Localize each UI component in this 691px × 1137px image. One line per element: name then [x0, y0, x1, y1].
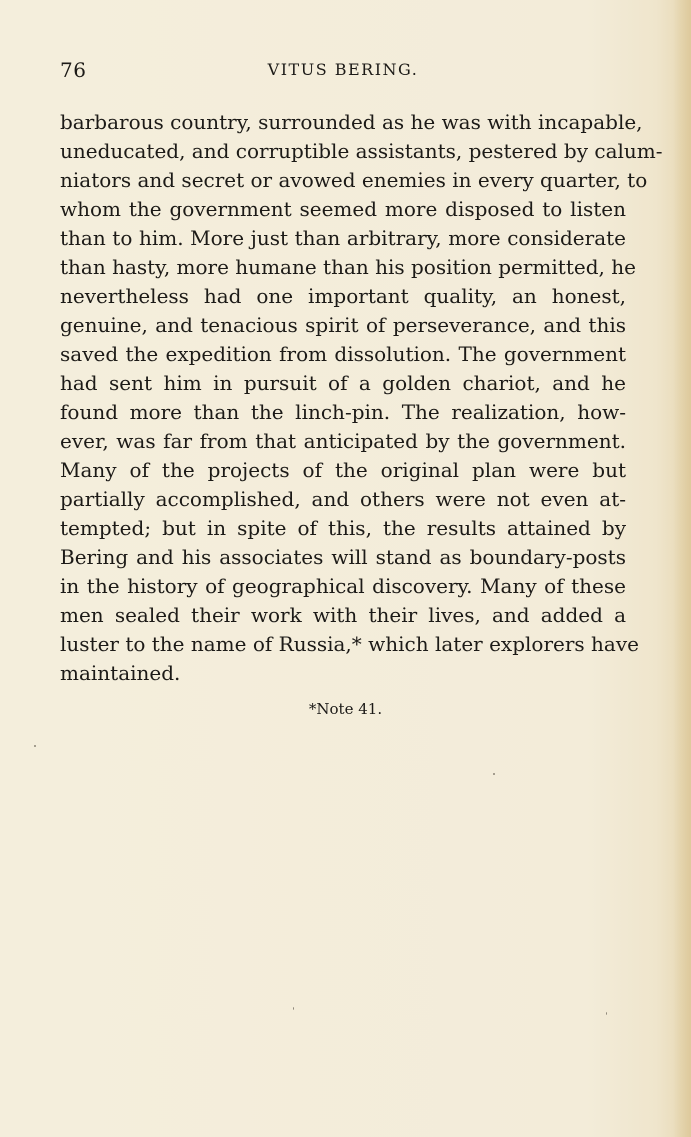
paper-speck: [293, 1007, 294, 1010]
text-line: had sent him in pursuit of a golden chariot, and he: [60, 371, 626, 395]
page-number: 76: [60, 58, 87, 82]
text-line: than hasty, more humane than his position permitted, he: [60, 255, 636, 279]
text-line: barbarous country, surrounded as he was with incapable,: [60, 110, 643, 134]
text-line: tempted; but in spite of this, the results attained by: [60, 516, 626, 540]
running-title: VITUS BERING.: [267, 60, 419, 79]
text-line: maintained.: [60, 661, 181, 685]
text-line: whom the government seemed more disposed to listen: [60, 197, 626, 221]
text-line: Bering and his associates will stand as boundary-posts: [60, 545, 626, 569]
paper-speck: [493, 773, 495, 775]
text-line: uneducated, and corruptible assistants, pestered by calum-: [60, 139, 663, 163]
text-line: men sealed their work with their lives, and added a: [60, 603, 626, 627]
text-line: saved the expedition from dissolution. The government: [60, 342, 626, 366]
page-edge-shadow: [673, 0, 691, 1137]
text-line: than to him. More just than arbitrary, more considerate: [60, 226, 626, 250]
text-line: in the history of geographical discovery. Many of these: [60, 574, 626, 598]
footnote: *Note 41.: [308, 700, 383, 718]
text-line: genuine, and tenacious spirit of perseverance, and this: [60, 313, 626, 337]
text-line: niators and secret or avowed enemies in every quarter, to: [60, 168, 648, 192]
paper-speck: [34, 745, 36, 747]
text-line: partially accomplished, and others were not even at-: [60, 487, 626, 511]
body-paragraph: [60, 108, 663, 688]
text-line: Many of the projects of the original plan were but: [60, 458, 626, 482]
paper-speck: [606, 1012, 607, 1015]
text-line: found more than the linch-pin. The realization, how-: [60, 400, 626, 424]
text-line: luster to the name of Russia,* which later explorers have: [60, 632, 639, 656]
running-head: [60, 58, 626, 88]
text-line: ever, was far from that anticipated by the government.: [60, 429, 626, 453]
text-line: nevertheless had one important quality, an honest,: [60, 284, 626, 308]
